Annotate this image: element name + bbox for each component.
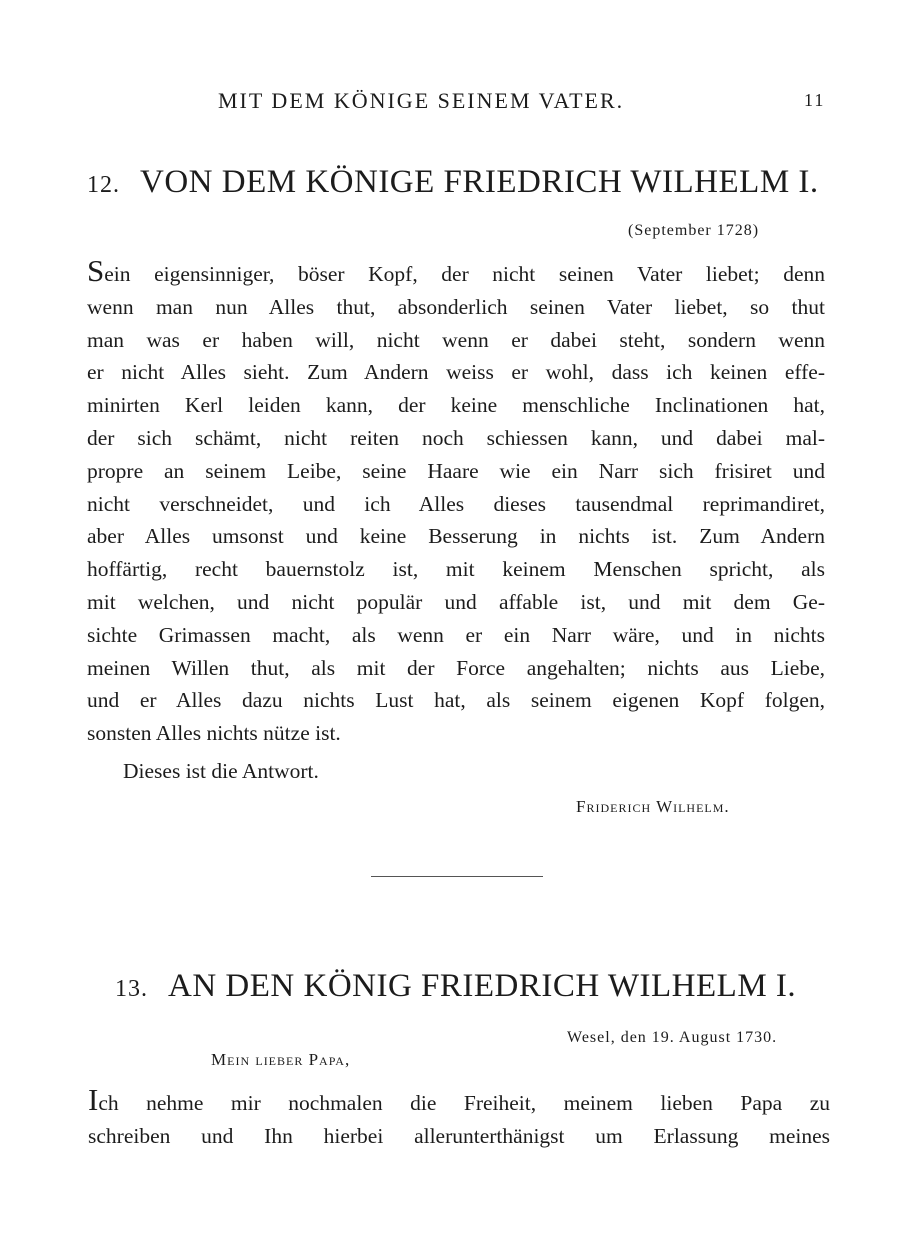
body-line: er nicht Alles sieht. Zum Andern weiss er wohl, dass ich keinen effe- <box>87 360 825 385</box>
letter-12-closing: Dieses ist die Antwort. <box>123 759 319 783</box>
letter-13-title: AN DEN KÖNIG FRIEDRICH WILHELM I. <box>168 968 797 1004</box>
drop-cap: I <box>88 1082 99 1117</box>
body-line: hoffärtig, recht bauernstolz ist, mit keinem Menschen spricht, als <box>87 557 825 582</box>
page-number: 11 <box>804 90 826 110</box>
body-line: nicht verschneidet, und ich Alles dieses tausendmal reprimandiret, <box>87 491 825 516</box>
letter-12-heading <box>87 164 819 201</box>
body-line: man was er haben will, nicht wenn er dabei steht, sondern wenn <box>87 327 825 352</box>
letter-12-date: (September 1728) <box>628 222 760 239</box>
letter-12-number: 12. <box>87 172 120 198</box>
body-line: der sich schämt, nicht reiten noch schiessen kann, und dabei mal- <box>87 425 825 450</box>
letter-13-salutation: Mein lieber Papa, <box>211 1050 351 1069</box>
letter-13-date: Wesel, den 19. August 1730. <box>567 1029 778 1046</box>
body-line: Sein eigensinniger, böser Kopf, der nicht seinen Vater liebet; denn <box>87 253 825 288</box>
body-line: mit welchen, und nicht populär und affable ist, und mit dem Ge- <box>87 589 825 614</box>
running-title: MIT DEM KÖNIGE SEINEM VATER. <box>218 88 625 113</box>
body-line: minirten Kerl leiden kann, der keine menschliche Inclinationen hat, <box>87 393 825 418</box>
body-line: sonsten Alles nichts nütze ist. <box>87 721 341 746</box>
body-line: und er Alles dazu nichts Lust hat, als seinem eigenen Kopf folgen, <box>87 688 825 713</box>
body-line: propre an seinem Leibe, seine Haare wie ein Narr sich frisiret und <box>87 458 825 483</box>
body-line: sichte Grimassen macht, als wenn er ein Narr wäre, und in nichts <box>87 622 825 647</box>
letter-13-number: 13. <box>115 976 148 1002</box>
body-line: meinen Willen thut, als mit der Force angehalten; nichts aus Liebe, <box>87 655 825 680</box>
letter-12-title: VON DEM KÖNIGE FRIEDRICH WILHELM I. <box>140 164 819 200</box>
body-line: aber Alles umsonst und keine Besserung in nichts ist. Zum Andern <box>87 524 825 549</box>
running-head <box>0 88 900 118</box>
drop-cap: S <box>87 253 105 288</box>
body-line: wenn man nun Alles thut, absonderlich seinen Vater liebet, so thut <box>87 294 825 319</box>
letter-12-signature: Friderich Wilhelm. <box>576 797 730 816</box>
body-line: schreiben und Ihn hierbei allerunterthänigst um Erlassung meines <box>88 1123 830 1148</box>
letter-13-body <box>88 1082 830 1153</box>
letter-12-body <box>87 253 825 750</box>
body-line: Ich nehme mir nochmalen die Freiheit, meinem lieben Papa zu <box>88 1082 830 1117</box>
section-divider <box>371 876 543 877</box>
letter-13-heading <box>115 968 796 1005</box>
